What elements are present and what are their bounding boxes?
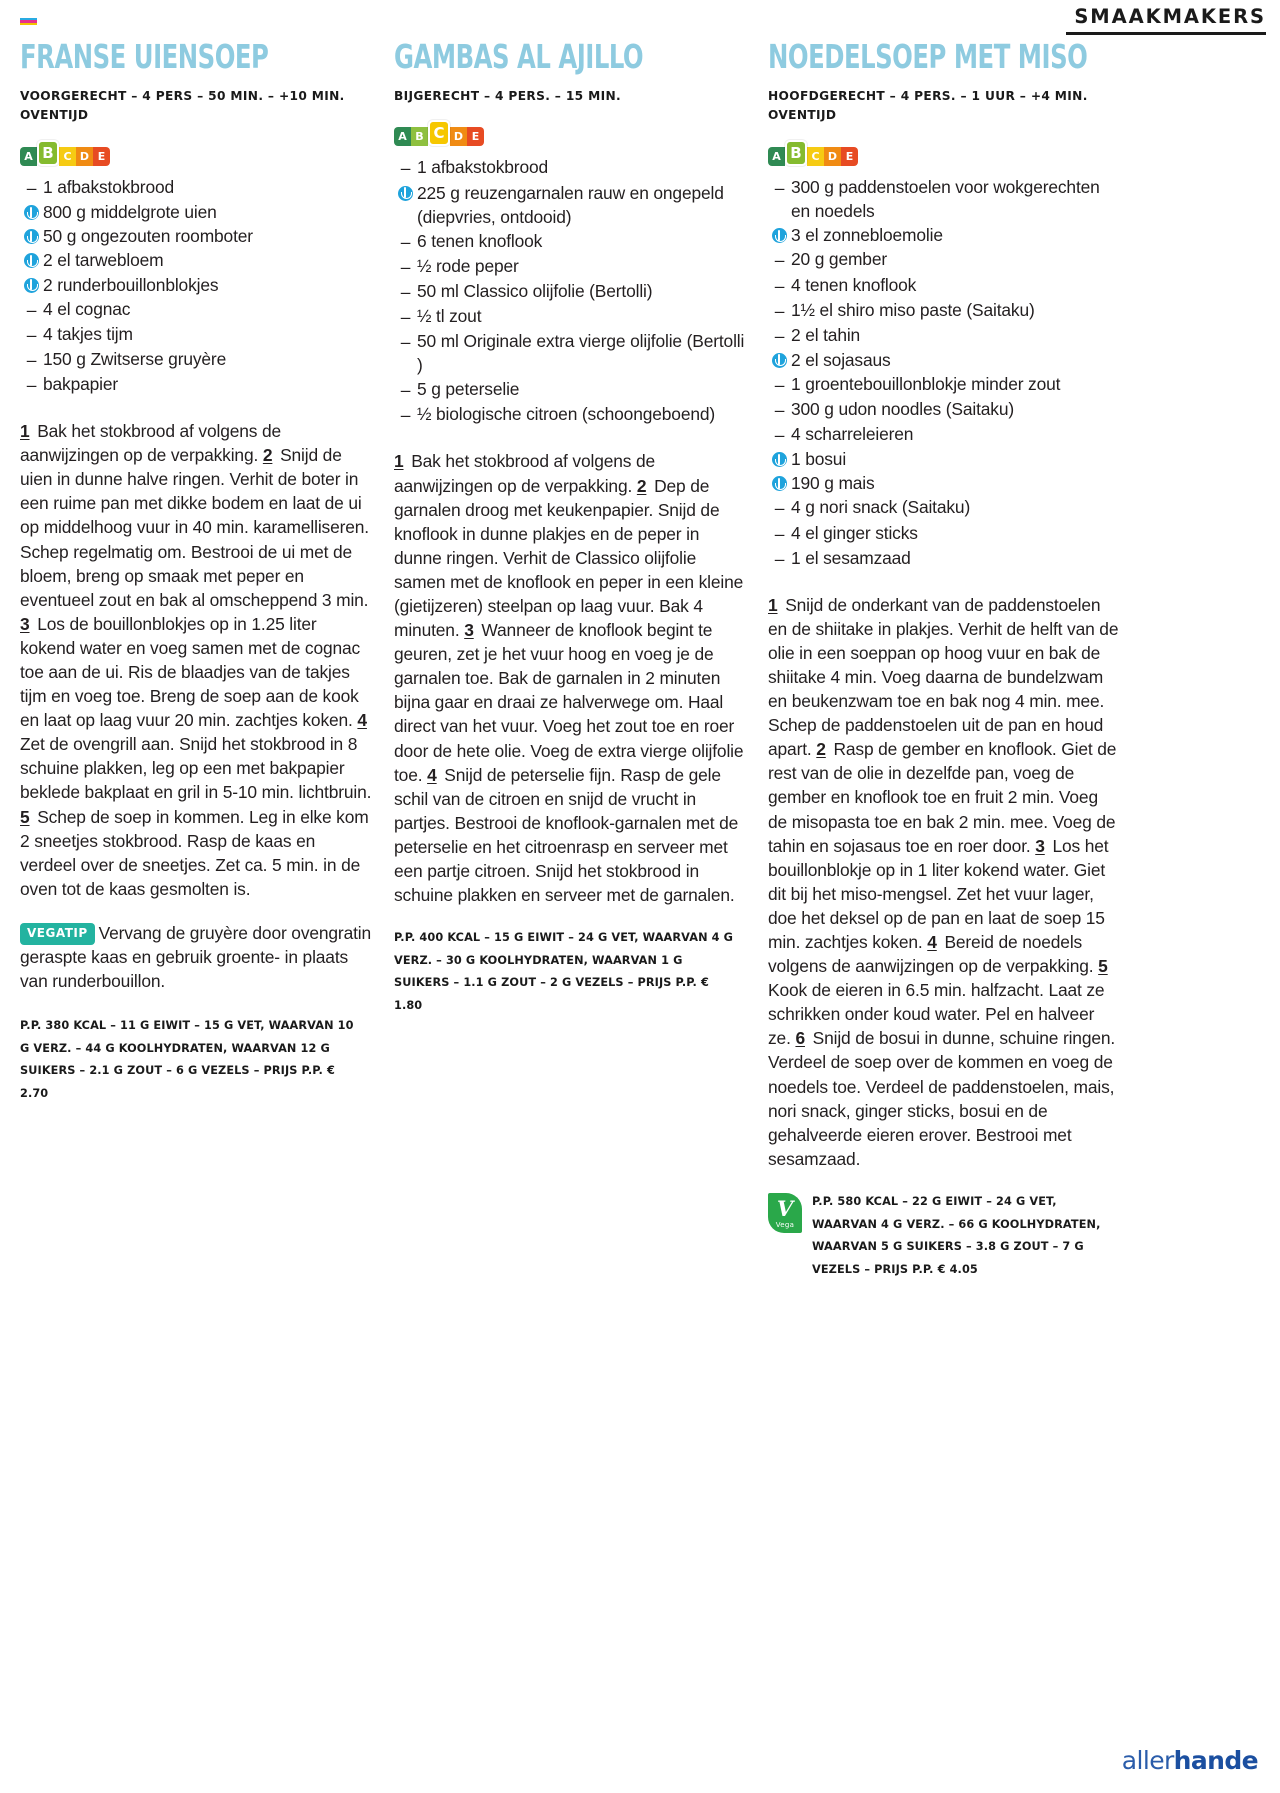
ingredient-text: 2 runderbouillonblokjes xyxy=(43,274,219,295)
ingredient-item xyxy=(20,175,372,200)
preparation-steps xyxy=(394,449,746,907)
nutrition-footer: P.P. 400 KCAL – 15 G EIWIT – 24 G VET, WAARVAN 4 G VERZ. – 30 G KOOLHYDRATEN, WAARVAN 1 G SUIKERS – 1.1 G ZOUT – 2 G VEZELS – PRIJS P.P. € 1.80 xyxy=(394,931,734,1013)
recipe-columns xyxy=(0,37,1280,1281)
dash-bullet-icon xyxy=(394,402,417,427)
ingredient-item xyxy=(394,155,746,180)
dash-glyph: – xyxy=(400,281,411,302)
step-text: Los de bouillonblokjes op in 1.25 liter kokend water en voeg samen met de cognac toe aan de ui. Ris de blaadjes van de takjes tijm en voeg toe. Breng de soep aan de kook en laat op laag vuur 20 min. zachtjes koken. xyxy=(20,613,361,731)
ingredient-text: 50 ml Classico olijfolie (Bertolli) xyxy=(417,280,653,301)
brand-name-bold: hande xyxy=(1173,1746,1258,1775)
nutriscore-badge xyxy=(394,120,746,146)
dash-glyph: – xyxy=(26,178,37,199)
dash-glyph: – xyxy=(400,231,411,252)
ingredient-text: 4 g nori snack (Saitaku) xyxy=(791,497,971,518)
nutriscore-cell-b: B xyxy=(37,140,59,166)
preparation-steps xyxy=(768,593,1120,1171)
dash-bullet-icon xyxy=(768,495,791,520)
step-number: 1 xyxy=(768,594,778,615)
dash-bullet-icon xyxy=(768,175,791,200)
ingredient-item xyxy=(394,229,746,254)
ingredient-text: 225 g reuzengarnalen rauw en ongepeld (diepvries, ontdooid) xyxy=(417,182,724,227)
ingredient-item xyxy=(768,323,1120,348)
nutriscore-cell-c: C xyxy=(807,147,824,166)
step-text: Snijd de uien in dunne halve ringen. Verhit de boter in een ruime pan met dikke bodem en laat de ui op middelhoog vuur in 40 min. karamelliseren. Schep regelmatig om. Bestrooi de ui met de bloem, breng op smaak met peper en eventueel zout en bak al omscheppend 3 min. xyxy=(20,445,369,610)
vegatip-block xyxy=(20,921,372,993)
ingredient-text: 150 g Zwitserse gruyère xyxy=(43,348,227,369)
step-text: Schep de soep in kommen. Leg in elke kom 2 sneetjes stokbrood. Rasp de kaas en verdeel over de sneetjes. Zet ca. 5 min. in de oven tot de kaas gesmolten is. xyxy=(20,806,369,899)
umbrella-icon xyxy=(398,186,413,201)
ingredient-item xyxy=(768,521,1120,546)
dash-glyph: – xyxy=(774,325,785,346)
dash-glyph: – xyxy=(400,158,411,179)
nutriscore-cell-d: D xyxy=(450,127,467,146)
vega-label: Vega xyxy=(775,1220,795,1229)
nutriscore-cell-d: D xyxy=(76,147,93,166)
dash-glyph: – xyxy=(774,275,785,296)
ah-bonus-icon xyxy=(20,273,43,293)
ah-bonus-icon xyxy=(768,471,791,491)
ingredient-text: 6 tenen knoflook xyxy=(417,230,543,251)
ingredient-item xyxy=(768,273,1120,298)
ah-bonus-icon xyxy=(20,200,43,220)
ingredient-list xyxy=(394,155,746,427)
dash-bullet-icon xyxy=(394,279,417,304)
recipe-column-2 xyxy=(394,37,768,1281)
recipe-title: GAMBAS AL AJILLO xyxy=(394,37,644,76)
dash-glyph: – xyxy=(774,300,785,321)
ingredient-text: 4 el ginger sticks xyxy=(791,522,918,543)
vega-v-glyph: V xyxy=(776,1195,794,1221)
dash-glyph: – xyxy=(26,349,37,370)
dash-glyph: – xyxy=(400,405,411,426)
ingredient-item xyxy=(394,329,746,377)
dash-bullet-icon xyxy=(768,397,791,422)
ingredient-item xyxy=(768,372,1120,397)
ingredient-item xyxy=(768,348,1120,372)
dash-bullet-icon xyxy=(768,273,791,298)
ingredient-text: 300 g paddenstoelen voor wokgerechten en noedels xyxy=(791,177,1100,222)
step-number: 5 xyxy=(20,806,30,827)
step-text: Los het bouillonblokje op in 1 liter kokend water. Giet dit bij het miso-mengsel. Zet het vuur lager, doe het deksel op de pan en laat de soep 15 min. zachtjes koken. xyxy=(768,835,1109,952)
ingredient-item xyxy=(394,254,746,279)
nutriscore-cell-a: A xyxy=(20,147,37,166)
dash-bullet-icon xyxy=(20,372,43,397)
ingredient-item xyxy=(768,397,1120,422)
ingredient-item xyxy=(20,322,372,347)
recipe-meta: VOORGERECHT – 4 PERS – 50 MIN. – +10 MIN. OVENTIJD xyxy=(20,88,345,123)
step-number: 2 xyxy=(262,445,273,466)
umbrella-icon xyxy=(24,205,39,220)
umbrella-icon xyxy=(772,476,787,491)
nutriscore-badge xyxy=(20,140,372,166)
ingredient-item xyxy=(20,297,372,322)
nutriscore-cell-b: B xyxy=(785,140,807,166)
step-number: 2 xyxy=(636,475,647,496)
ingredient-text: 50 ml Originale extra vierge olijfolie (Bertolli ) xyxy=(417,331,745,376)
dash-glyph: – xyxy=(400,256,411,277)
step-number: 6 xyxy=(795,1028,805,1049)
recipe-column-3 xyxy=(768,37,1142,1281)
ingredient-item xyxy=(20,347,372,372)
tricolor-bars-icon xyxy=(20,18,37,25)
step-number: 4 xyxy=(427,764,437,785)
nutriscore-cell-e: E xyxy=(93,147,110,166)
step-text: Kook de eieren in 6.5 min. halfzacht. Laat ze schrikken onder koud water. Pel en halveer ze. xyxy=(768,980,1105,1049)
vegatip-text: Vervang de gruyère door ovengratin geraspte kaas en gebruik groente- in plaats van runderbouillon. xyxy=(20,922,372,992)
nutriscore-cell-a: A xyxy=(768,147,785,166)
ingredient-item xyxy=(20,273,372,297)
umbrella-icon xyxy=(772,228,787,243)
section-title: SMAAKMAKERS xyxy=(1074,5,1266,28)
dash-glyph: – xyxy=(400,306,411,327)
dash-glyph: – xyxy=(774,498,785,519)
dash-bullet-icon xyxy=(768,323,791,348)
ingredient-item xyxy=(20,200,372,224)
nutriscore-cell-b: B xyxy=(411,127,428,146)
step-number: 2 xyxy=(816,739,826,760)
dash-bullet-icon xyxy=(768,298,791,323)
ingredient-item xyxy=(768,447,1120,471)
ingredient-list xyxy=(20,175,372,397)
nutrition-footer: P.P. 380 KCAL – 11 G EIWIT – 15 G VET, WAARVAN 10 G VERZ. – 44 G KOOLHYDRATEN, WAARVAN 12 G SUIKERS – 2.1 G ZOUT – 6 G VEZELS – PRIJS P.P. € 2.70 xyxy=(20,1019,354,1100)
ingredient-item xyxy=(394,279,746,304)
umbrella-icon xyxy=(24,278,39,293)
ingredient-text: 2 el tarwebloem xyxy=(43,250,164,271)
dash-bullet-icon xyxy=(768,521,791,546)
ingredient-text: 190 g mais xyxy=(791,473,875,494)
dash-bullet-icon xyxy=(768,372,791,397)
ah-bonus-icon xyxy=(768,447,791,467)
recipe-title: FRANSE UIENSOEP xyxy=(20,37,269,76)
ingredient-text: 4 tenen knoflook xyxy=(791,274,917,295)
ingredient-item xyxy=(394,304,746,329)
ingredient-text: ½ tl zout xyxy=(417,305,482,326)
ingredient-text: 2 el sojasaus xyxy=(791,349,891,370)
page-header xyxy=(0,0,1280,40)
step-number: 3 xyxy=(1035,835,1045,856)
ingredient-item xyxy=(394,377,746,402)
dash-bullet-icon xyxy=(394,254,417,279)
dash-glyph: – xyxy=(774,425,785,446)
nutriscore-cell-c: C xyxy=(59,147,76,166)
section-title-rule xyxy=(1066,32,1266,35)
brand-name-light: aller xyxy=(1121,1746,1174,1775)
step-text: Snijd de bosui in dunne, schuine ringen. Verdeel de soep over de kommen en voeg de noedels toe. Verdeel de paddenstoelen, mais, nori snack, ginger sticks, bosui en de gehalveerde eieren erover. Bestrooi met sesamzaad. xyxy=(768,1028,1116,1169)
ingredient-text: 1 bosui xyxy=(791,449,847,470)
step-number: 4 xyxy=(357,710,367,731)
umbrella-icon xyxy=(24,253,39,268)
nutriscore-cell-e: E xyxy=(467,127,484,146)
dash-glyph: – xyxy=(400,380,411,401)
dash-glyph: – xyxy=(774,250,785,271)
step-text: Bereid de noedels volgens de aanwijzingen op de verpakking. xyxy=(768,932,1099,977)
ah-bonus-icon xyxy=(394,181,417,201)
recipe-column-1 xyxy=(20,37,394,1281)
ingredient-item xyxy=(394,181,746,229)
step-text: Rasp de gember en knoflook. Giet de rest van de olie in dezelfde pan, voeg de gember en knoflook toe en fruit 2 min. Voeg de misopasta toe en bak 2 min. mee. Voeg de tahin en sojasaus toe en roer door. xyxy=(768,739,1117,856)
dash-glyph: – xyxy=(774,400,785,421)
ingredient-item xyxy=(394,402,746,427)
recipe-title: NOEDELSOEP MET MISO xyxy=(768,37,1088,76)
ah-bonus-icon xyxy=(20,224,43,244)
dash-glyph: – xyxy=(774,523,785,544)
ingredient-text: 4 el cognac xyxy=(43,298,131,319)
recipe-meta: HOOFDGERECHT – 4 PERS. – 1 UUR – +4 MIN. OVENTIJD xyxy=(768,88,1088,123)
ingredient-item xyxy=(768,175,1120,223)
dash-glyph: – xyxy=(400,332,411,353)
recipe-meta: BIJGERECHT – 4 PERS. – 15 MIN. xyxy=(394,88,621,103)
dash-bullet-icon xyxy=(768,422,791,447)
nutriscore-cell-a: A xyxy=(394,127,411,146)
step-text: Bak het stokbrood af volgens de aanwijzingen op de verpakking. xyxy=(20,421,282,466)
ingredient-text: 1 afbakstokbrood xyxy=(417,157,549,178)
ingredient-text: 1 el sesamzaad xyxy=(791,547,911,568)
nutriscore-cell-c: C xyxy=(428,120,450,146)
nutriscore-cell-d: D xyxy=(824,147,841,166)
ingredient-item xyxy=(768,495,1120,520)
ingredient-item xyxy=(20,248,372,272)
umbrella-icon xyxy=(772,353,787,368)
step-text: Snijd de peterselie fijn. Rasp de gele schil van de citroen en snijd de vrucht in partjes. Bestrooi de knoflook-garnalen met de peterselie en het citroenrasp en serveer met een partje citroen. Snijd het stokbrood in schuine plakken en serveer met de garnalen. xyxy=(394,764,739,906)
vega-badge-icon xyxy=(768,1193,802,1233)
step-text: Bak het stokbrood af volgens de aanwijzingen op de verpakking. xyxy=(394,451,656,496)
nutrition-footer xyxy=(768,1191,1120,1281)
ingredient-text: 800 g middelgrote uien xyxy=(43,202,217,223)
ingredient-text: 5 g peterselie xyxy=(417,379,520,400)
dash-glyph: – xyxy=(26,299,37,320)
dash-glyph: – xyxy=(774,548,785,569)
ingredient-text: 50 g ongezouten roomboter xyxy=(43,226,253,247)
nutrition-text: P.P. 580 KCAL – 22 G EIWIT – 24 G VET, WAARVAN 4 G VERZ. – 66 G KOOLHYDRATEN, WAARVAN 5 G SUIKERS – 3.8 G ZOUT – 7 G VEZELS – PRIJS P.P. € 4.05 xyxy=(812,1194,1101,1276)
dash-bullet-icon xyxy=(394,229,417,254)
ingredient-text: 4 takjes tijm xyxy=(43,323,133,344)
ingredient-item xyxy=(768,247,1120,272)
dash-glyph: – xyxy=(26,374,37,395)
ingredient-item xyxy=(768,546,1120,571)
dash-bullet-icon xyxy=(394,155,417,180)
dash-bullet-icon xyxy=(768,247,791,272)
step-number: 1 xyxy=(20,421,30,442)
step-number: 5 xyxy=(1098,956,1108,977)
dash-bullet-icon xyxy=(768,546,791,571)
ingredient-text: ½ biologische citroen (schoongeboend) xyxy=(417,404,716,425)
step-text: Wanneer de knoflook begint te geuren, zet je het vuur hoog en voeg je de garnalen toe. Bak de garnalen in 2 minuten bijna gaar en draai ze halverwege om. Haal direct van het vuur. Voeg het zout toe en roer door de hete olie. Voeg de extra vierge olijfolie toe. xyxy=(394,620,744,785)
step-number: 1 xyxy=(394,451,404,472)
ingredient-item xyxy=(20,372,372,397)
dash-bullet-icon xyxy=(20,175,43,200)
dash-glyph: – xyxy=(26,324,37,345)
dash-bullet-icon xyxy=(20,297,43,322)
dash-bullet-icon xyxy=(20,347,43,372)
nutriscore-badge xyxy=(768,140,1120,166)
ingredient-item xyxy=(768,471,1120,495)
ingredient-text: 4 scharreleieren xyxy=(791,424,914,445)
ah-bonus-icon xyxy=(768,348,791,368)
ingredient-text: 1 afbakstokbrood xyxy=(43,177,175,198)
step-number: 3 xyxy=(20,613,30,634)
step-text: Dep de garnalen droog met keukenpapier. Snijd de knoflook in dunne plakjes en de peper in dunne ringen. Verhit de Classico olijfolie samen met de knoflook en peper in een kleine (gietijzeren) steelpan op laag vuur. Bak 4 minuten. xyxy=(394,475,744,641)
step-text: Zet de ovengrill aan. Snijd het stokbrood in 8 schuine plakken, leg op een met bakpapier beklede bakplaat en gril in 5-10 min. lichtbruin. xyxy=(20,734,372,803)
umbrella-icon xyxy=(24,229,39,244)
preparation-steps xyxy=(20,419,372,901)
ingredient-text: ½ rode peper xyxy=(417,255,519,276)
ingredient-text: 2 el tahin xyxy=(791,324,861,345)
ingredient-item xyxy=(768,298,1120,323)
ingredient-text: 300 g udon noodles (Saitaku) xyxy=(791,399,1015,420)
step-number: 4 xyxy=(927,932,937,952)
ingredient-text: 20 g gember xyxy=(791,249,887,270)
step-number: 3 xyxy=(464,620,474,641)
ingredient-text: 3 el zonnebloemolie xyxy=(791,225,943,246)
ingredient-item xyxy=(768,223,1120,247)
umbrella-icon xyxy=(772,452,787,467)
dash-glyph: – xyxy=(774,374,785,395)
dash-bullet-icon xyxy=(20,322,43,347)
vegatip-badge: VEGATIP xyxy=(20,923,95,945)
ah-bonus-icon xyxy=(768,223,791,243)
nutriscore-cell-e: E xyxy=(841,147,858,166)
step-text: Snijd de onderkant van de paddenstoelen en de shiitake in plakjes. Verhit de helft van de olie in een soeppan op hoog vuur en bak de shiitake 4 min. Voeg daarna de bundelzwam en beukenzwam toe en bak nog 4 min. mee. Schep de paddenstoelen uit de pan en houd apart. xyxy=(768,594,1119,760)
ingredient-item xyxy=(768,422,1120,447)
ingredient-item xyxy=(20,224,372,248)
dash-bullet-icon xyxy=(394,304,417,329)
ingredient-text: bakpapier xyxy=(43,373,119,394)
dash-bullet-icon xyxy=(394,329,417,354)
ah-bonus-icon xyxy=(20,248,43,268)
dash-bullet-icon xyxy=(394,377,417,402)
ingredient-text: 1 groentebouillonblokje minder zout xyxy=(791,373,1061,394)
ingredient-list xyxy=(768,175,1120,571)
allerhande-logo xyxy=(1122,1746,1258,1775)
ingredient-text: 1½ el shiro miso paste (Saitaku) xyxy=(791,299,1035,320)
dash-glyph: – xyxy=(774,178,785,199)
